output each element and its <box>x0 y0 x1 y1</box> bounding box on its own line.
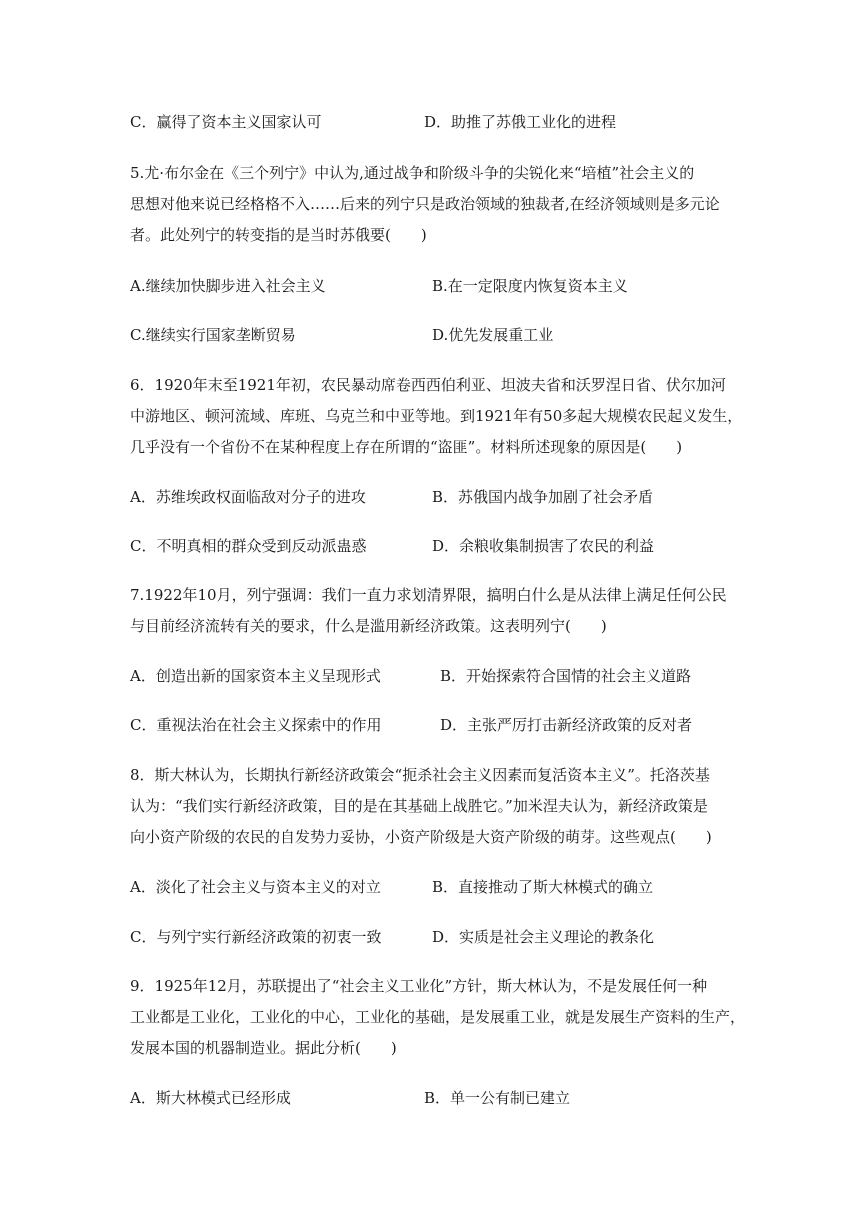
q9-stem-line-3: 发展本国的机器制造业。据此分析( ) <box>130 1039 397 1057</box>
q5-option-d: D.优先发展重工业 <box>432 326 554 344</box>
q5-stem-line-1: 5.尤·布尔金在《三个列宁》中认为,通过战争和阶级斗争的尖锐化来“培植”社会主义的 <box>130 164 695 182</box>
q9-stem-line-1: 9．1925年12月，苏联提出了“社会主义工业化”方针，斯大林认为，不是发展任何一种 <box>130 977 708 995</box>
q9-stem-line-2: 工业都是工业化，工业化的中心，工业化的基础，是发展重工业，就是发展生产资料的生产， <box>130 1008 746 1026</box>
q8-option-d: D．实质是社会主义理论的教条化 <box>432 928 655 946</box>
q8-option-c: C．与列宁实行新经济政策的初衷一致 <box>130 928 382 946</box>
q8-option-a: A．淡化了社会主义与资本主义的对立 <box>130 878 381 896</box>
q5-stem-line-3: 者。此处列宁的转变指的是当时苏俄要( ) <box>130 226 427 244</box>
q6-option-a: A．苏维埃政权面临敌对分子的进攻 <box>130 488 366 506</box>
q4-option-d: D．助推了苏俄工业化的进程 <box>424 113 617 131</box>
q6-option-d: D．余粮收集制损害了农民的利益 <box>432 537 655 555</box>
q7-option-b: B．开始探索符合国情的社会主义道路 <box>440 667 692 685</box>
q8-stem-line-2: 认为：“我们实行新经济政策，目的是在其基础上战胜它。”加米涅夫认为，新经济政策是 <box>130 797 708 815</box>
q7-stem-line-2: 与目前经济流转有关的要求，什么是滥用新经济政策。这表明列宁( ) <box>130 617 607 635</box>
q6-option-c: C．不明真相的群众受到反动派蛊惑 <box>130 537 367 555</box>
q8-option-b: B．直接推动了斯大林模式的确立 <box>432 878 654 896</box>
q7-option-a: A．创造出新的国家资本主义呈现形式 <box>130 667 381 685</box>
q6-stem-line-2: 中游地区、顿河流域、库班、乌克兰和中亚等地。到1921年有50多起大规模农民起义发生， <box>130 407 743 425</box>
q5-option-b: B.在一定限度内恢复资本主义 <box>432 277 628 295</box>
q8-stem-line-1: 8．斯大林认为，长期执行新经济政策会“扼杀社会主义因素而复活资本主义”。托洛茨基 <box>130 766 710 784</box>
q8-stem-line-3: 向小资产阶级的农民的自发势力妥协，小资产阶级是大资产阶级的萌芽。这些观点( ) <box>130 828 712 846</box>
q9-option-b: B．单一公有制已建立 <box>424 1089 571 1107</box>
q4-option-c: C．赢得了资本主义国家认可 <box>130 113 322 131</box>
q5-stem-line-2: 思想对他来说已经格格不入……后来的列宁只是政治领域的独裁者,在经济领域则是多元论 <box>130 195 720 213</box>
q7-stem-line-1: 7.1922年10月，列宁强调：我们一直力求划清界限，搞明白什么是从法律上满足任何公民 <box>130 586 727 604</box>
q6-option-b: B．苏俄国内战争加剧了社会矛盾 <box>432 488 654 506</box>
q6-stem-line-1: 6．1920年末至1921年初，农民暴动席卷西西伯利亚、坦波夫省和沃罗涅日省、伏尔加河 <box>130 376 726 394</box>
q6-stem-line-3: 几乎没有一个省份不在某种程度上存在所谓的“盗匪”。材料所述现象的原因是( ) <box>130 438 683 456</box>
q5-option-a: A.继续加快脚步进入社会主义 <box>130 277 326 295</box>
q7-option-c: C．重视法治在社会主义探索中的作用 <box>130 716 382 734</box>
q5-option-c: C.继续实行国家垄断贸易 <box>130 326 296 344</box>
q7-option-d: D．主张严厉打击新经济政策的反对者 <box>440 716 693 734</box>
q9-option-a: A．斯大林模式已经形成 <box>130 1089 291 1107</box>
